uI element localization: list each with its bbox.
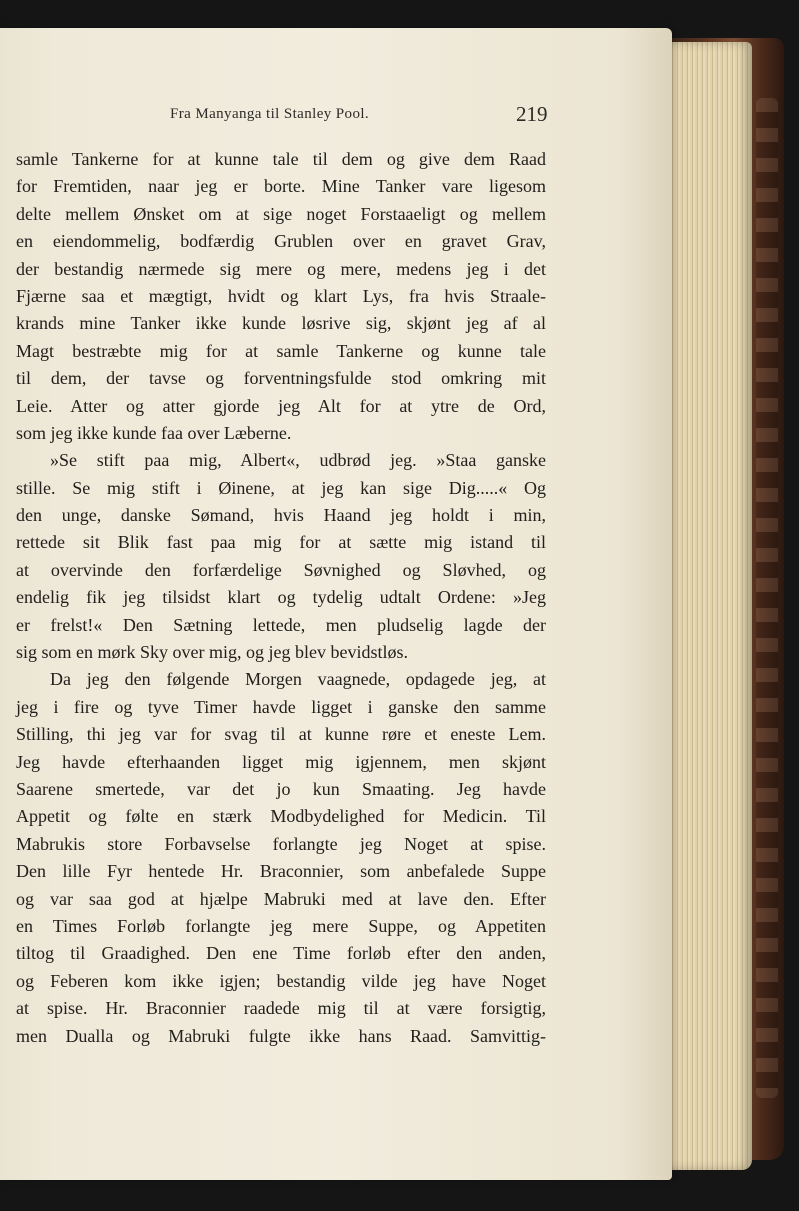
text-line: og Feberen kom ikke igjen; bestandig vilde jeg have Noget xyxy=(16,970,546,991)
text-line: tiltog til Graadighed. Den ene Time forløb efter den anden, xyxy=(16,943,546,964)
running-title: Fra Manyanga til Stanley Pool. xyxy=(170,106,370,122)
text-line: at overvinde den forfærdelige Søvnighed og Sløvhed, og xyxy=(16,559,546,580)
text-line: rettede sit Blik fast paa mig for at sætte mig istand til xyxy=(16,532,546,553)
text-line: Leie. Atter og atter gjorde jeg Alt for at ytre de Ord, xyxy=(16,395,546,416)
text-line: men Dualla og Mabruki fulgte ikke hans Raad. Samvittig- xyxy=(16,1025,546,1046)
text-line: for Fremtiden, naar jeg er borte. Mine Tanker vare ligesom xyxy=(16,176,546,197)
text-line: Jeg havde efterhaanden ligget mig igjennem, men skjønt xyxy=(16,751,546,772)
text-line: sig som en mørk Sky over mig, og jeg blev bevidstløs. xyxy=(16,642,408,663)
text-line: endelig fik jeg tilsidst klart og tydelig udtalt Ordene: »Jeg xyxy=(16,587,546,608)
text-line: Appetit og følte en stærk Modbydelighed for Medicin. Til xyxy=(16,806,546,827)
text-line: og var saa god at hjælpe Mabruki med at lave den. Efter xyxy=(16,888,546,909)
page-edges xyxy=(660,42,752,1170)
text-line: »Se stift paa mig, Albert«, udbrød jeg. »Staa ganske xyxy=(50,450,546,471)
text-line: delte mellem Ønsket om at sige noget Forstaaeligt og mellem xyxy=(16,203,546,224)
text-line: jeg i fire og tyve Timer havde ligget i ganske den samme xyxy=(16,696,546,717)
text-line: Den lille Fyr hentede Hr. Braconnier, som anbefalede Suppe xyxy=(16,861,546,882)
text-line: der bestandig nærmede sig mere og mere, medens jeg i det xyxy=(16,258,546,279)
text-line: Mabrukis store Forbavselse forlangte jeg Noget at spise. xyxy=(16,833,546,854)
text-line: samle Tankerne for at kunne tale til dem og give dem Raad xyxy=(16,149,546,169)
text-line: en eiendommelig, bodfærdig Grublen over en gravet Grav, xyxy=(16,231,546,252)
text-line: Da jeg den følgende Morgen vaagnede, opdagede jeg, at xyxy=(50,669,546,690)
book-page xyxy=(0,28,672,1180)
text-line: stille. Se mig stift i Øinene, at jeg kan sige Dig.....« Og xyxy=(16,477,546,498)
page-number: 219 xyxy=(516,102,548,126)
text-line: at spise. Hr. Braconnier raadede mig til at være forsigtig, xyxy=(16,998,546,1019)
text-line: som jeg ikke kunde faa over Læberne. xyxy=(16,422,292,443)
text-line: en Times Forløb forlangte jeg mere Suppe, og Appetiten xyxy=(16,915,546,936)
text-line: er frelst!« Den Sætning lettede, men pludselig lagde der xyxy=(16,614,546,635)
body-text xyxy=(16,146,546,1050)
text-line: til dem, der tavse og forventningsfulde stod omkring mit xyxy=(16,368,546,389)
text-line: Fjærne saa et mægtigt, hvidt og klart Lys, fra hvis Straale- xyxy=(16,285,546,306)
text-line: Stilling, thi jeg var for svag til at kunne røre et eneste Lem. xyxy=(16,724,546,745)
text-line: den unge, danske Sømand, hvis Haand jeg holdt i min, xyxy=(16,505,546,526)
text-line: Magt bestræbte mig for at samle Tankerne og kunne tale xyxy=(16,340,546,361)
text-line: Saarene smertede, var det jo kun Smaating. Jeg havde xyxy=(16,778,546,799)
text-line: krands mine Tanker ikke kunde løsrive sig, skjønt jeg af al xyxy=(16,313,546,334)
